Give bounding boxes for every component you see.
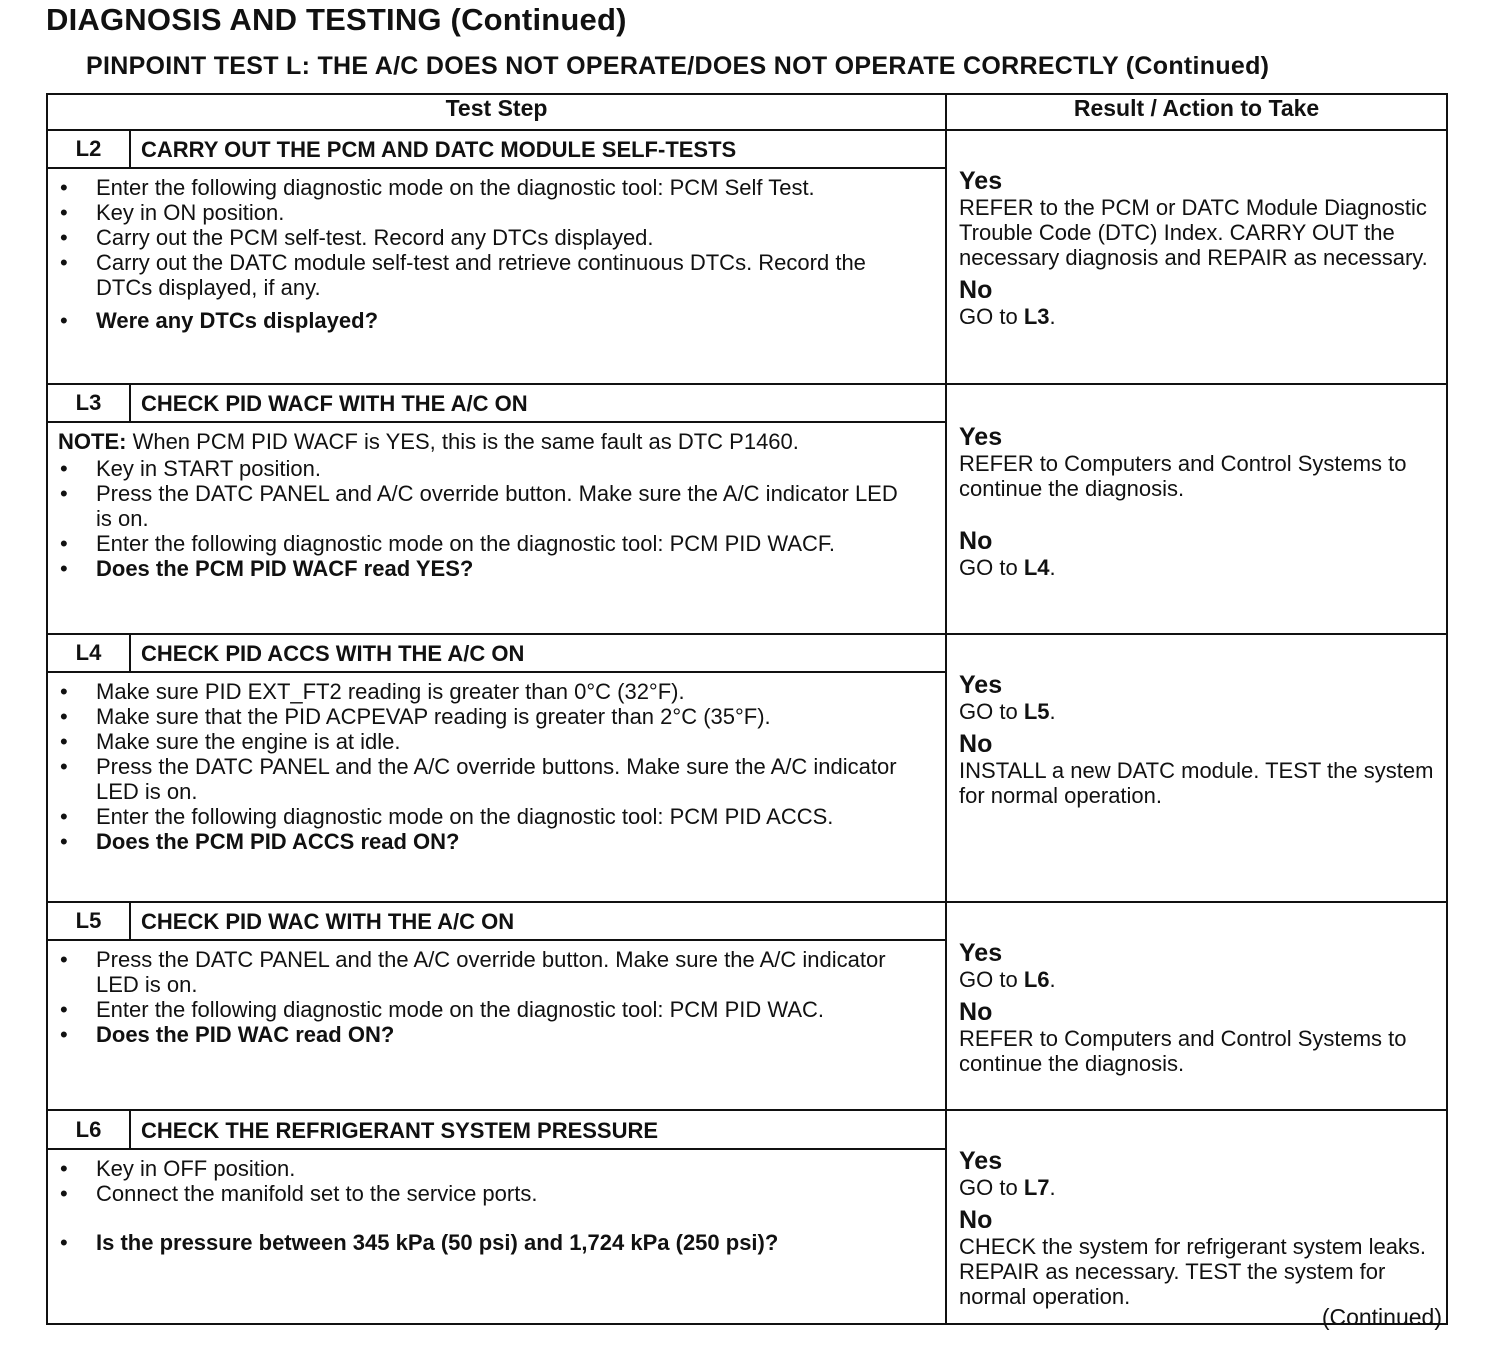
question-item: • Does the PCM PID WACF read YES?	[58, 556, 917, 581]
pinpoint-test-table	[46, 93, 1448, 1325]
step-id: L3	[47, 384, 130, 422]
yes-action: GO to L5.	[959, 699, 1056, 724]
step-id: L5	[47, 902, 130, 940]
pinpoint-test-title: PINPOINT TEST L: THE A/C DOES NOT OPERATE/DOES NOT OPERATE CORRECTLY (Continued)	[86, 52, 1270, 80]
no-action: GO to L4.	[959, 555, 1056, 580]
step-l2-title-row	[47, 130, 1447, 168]
step-title: CARRY OUT THE PCM AND DATC MODULE SELF-TESTS	[130, 130, 946, 168]
column-header-result: Result / Action to Take	[946, 94, 1447, 130]
question-item: • Does the PID WAC read ON?	[58, 1022, 917, 1047]
list-item: • Key in ON position.	[58, 200, 917, 225]
question-item: • Does the PCM PID ACCS read ON?	[58, 829, 917, 854]
yes-label: Yes	[959, 1147, 1003, 1175]
step-l5-body	[47, 940, 946, 1110]
step-title: CHECK PID ACCS WITH THE A/C ON	[130, 634, 946, 672]
yes-action: GO to L6.	[959, 967, 1056, 992]
list-item: • Carry out the PCM self-test. Record any DTCs displayed.	[58, 225, 917, 250]
list-item: • Press the DATC PANEL and the A/C override button. Make sure the A/C indicator LED is on.	[58, 947, 917, 997]
yes-label: Yes	[959, 939, 1003, 967]
step-l4-title-row	[47, 634, 1447, 672]
no-label: No	[959, 998, 993, 1026]
no-label: No	[959, 730, 993, 758]
yes-action: REFER to Computers and Control Systems to continue the diagnosis.	[959, 451, 1407, 501]
note-text: NOTE: When PCM PID WACF is YES, this is the same fault as DTC P1460.	[58, 429, 799, 454]
table-header-row	[47, 94, 1447, 130]
step-l2-body	[47, 168, 946, 384]
list-item: • Press the DATC PANEL and the A/C override buttons. Make sure the A/C indicator LED is on.	[58, 754, 917, 804]
step-l3-result	[946, 384, 1447, 634]
question-item: • Is the pressure between 345 kPa (50 psi) and 1,724 kPa (250 psi)?	[58, 1230, 917, 1255]
yes-label: Yes	[959, 423, 1003, 451]
list-item: • Key in OFF position.	[58, 1156, 917, 1181]
list-item: • Carry out the DATC module self-test and retrieve continuous DTCs. Record the DTCs displayed, if any.	[58, 250, 917, 300]
step-id: L6	[47, 1110, 130, 1149]
step-l3-title-row	[47, 384, 1447, 422]
page-title: DIAGNOSIS AND TESTING (Continued)	[46, 2, 627, 37]
yes-label: Yes	[959, 167, 1003, 195]
step-id: L2	[47, 130, 130, 168]
no-label: No	[959, 276, 993, 304]
no-label: No	[959, 527, 993, 555]
list-item: • Connect the manifold set to the service ports.	[58, 1181, 917, 1206]
list-item: • Make sure the engine is at idle.	[58, 729, 917, 754]
list-item: • Enter the following diagnostic mode on the diagnostic tool: PCM PID WAC.	[58, 997, 917, 1022]
step-l5-result	[946, 902, 1447, 1110]
list-item: • Enter the following diagnostic mode on the diagnostic tool: PCM PID WACF.	[58, 531, 917, 556]
step-l6-title-row	[47, 1110, 1447, 1149]
list-item: • Key in START position.	[58, 456, 917, 481]
step-l4-result	[946, 634, 1447, 902]
continued-footer: (Continued)	[1321, 1304, 1442, 1330]
no-action: INSTALL a new DATC module. TEST the system for normal operation.	[959, 758, 1434, 808]
step-l5-title-row	[47, 902, 1447, 940]
step-id: L4	[47, 634, 130, 672]
list-item: • Enter the following diagnostic mode on the diagnostic tool: PCM Self Test.	[58, 175, 917, 200]
list-item: • Make sure PID EXT_FT2 reading is greater than 0°C (32°F).	[58, 679, 917, 704]
yes-action: REFER to the PCM or DATC Module Diagnostic Trouble Code (DTC) Index. CARRY OUT the necessary diagnosis and REPAIR as necessary.	[959, 195, 1428, 270]
step-l2-result	[946, 130, 1447, 384]
list-item: • Press the DATC PANEL and A/C override button. Make sure the A/C indicator LED is on.	[58, 481, 917, 531]
step-l4-body	[47, 672, 946, 902]
step-l6-body	[47, 1149, 946, 1324]
step-title: CHECK THE REFRIGERANT SYSTEM PRESSURE	[130, 1110, 946, 1149]
question-item: • Were any DTCs displayed?	[58, 308, 917, 333]
no-label: No	[959, 1206, 993, 1234]
yes-action: GO to L7.	[959, 1175, 1056, 1200]
no-action: GO to L3.	[959, 304, 1056, 329]
step-l3-body	[47, 422, 946, 634]
step-title: CHECK PID WAC WITH THE A/C ON	[130, 902, 946, 940]
no-action: CHECK the system for refrigerant system leaks. REPAIR as necessary. TEST the system for normal operation.	[959, 1234, 1427, 1309]
step-l6-result	[946, 1110, 1447, 1324]
list-item: • Enter the following diagnostic mode on the diagnostic tool: PCM PID ACCS.	[58, 804, 917, 829]
no-action: REFER to Computers and Control Systems to continue the diagnosis.	[959, 1026, 1407, 1076]
step-title: CHECK PID WACF WITH THE A/C ON	[130, 384, 946, 422]
column-header-test-step: Test Step	[47, 94, 946, 130]
list-item: • Make sure that the PID ACPEVAP reading is greater than 2°C (35°F).	[58, 704, 917, 729]
yes-label: Yes	[959, 671, 1003, 699]
